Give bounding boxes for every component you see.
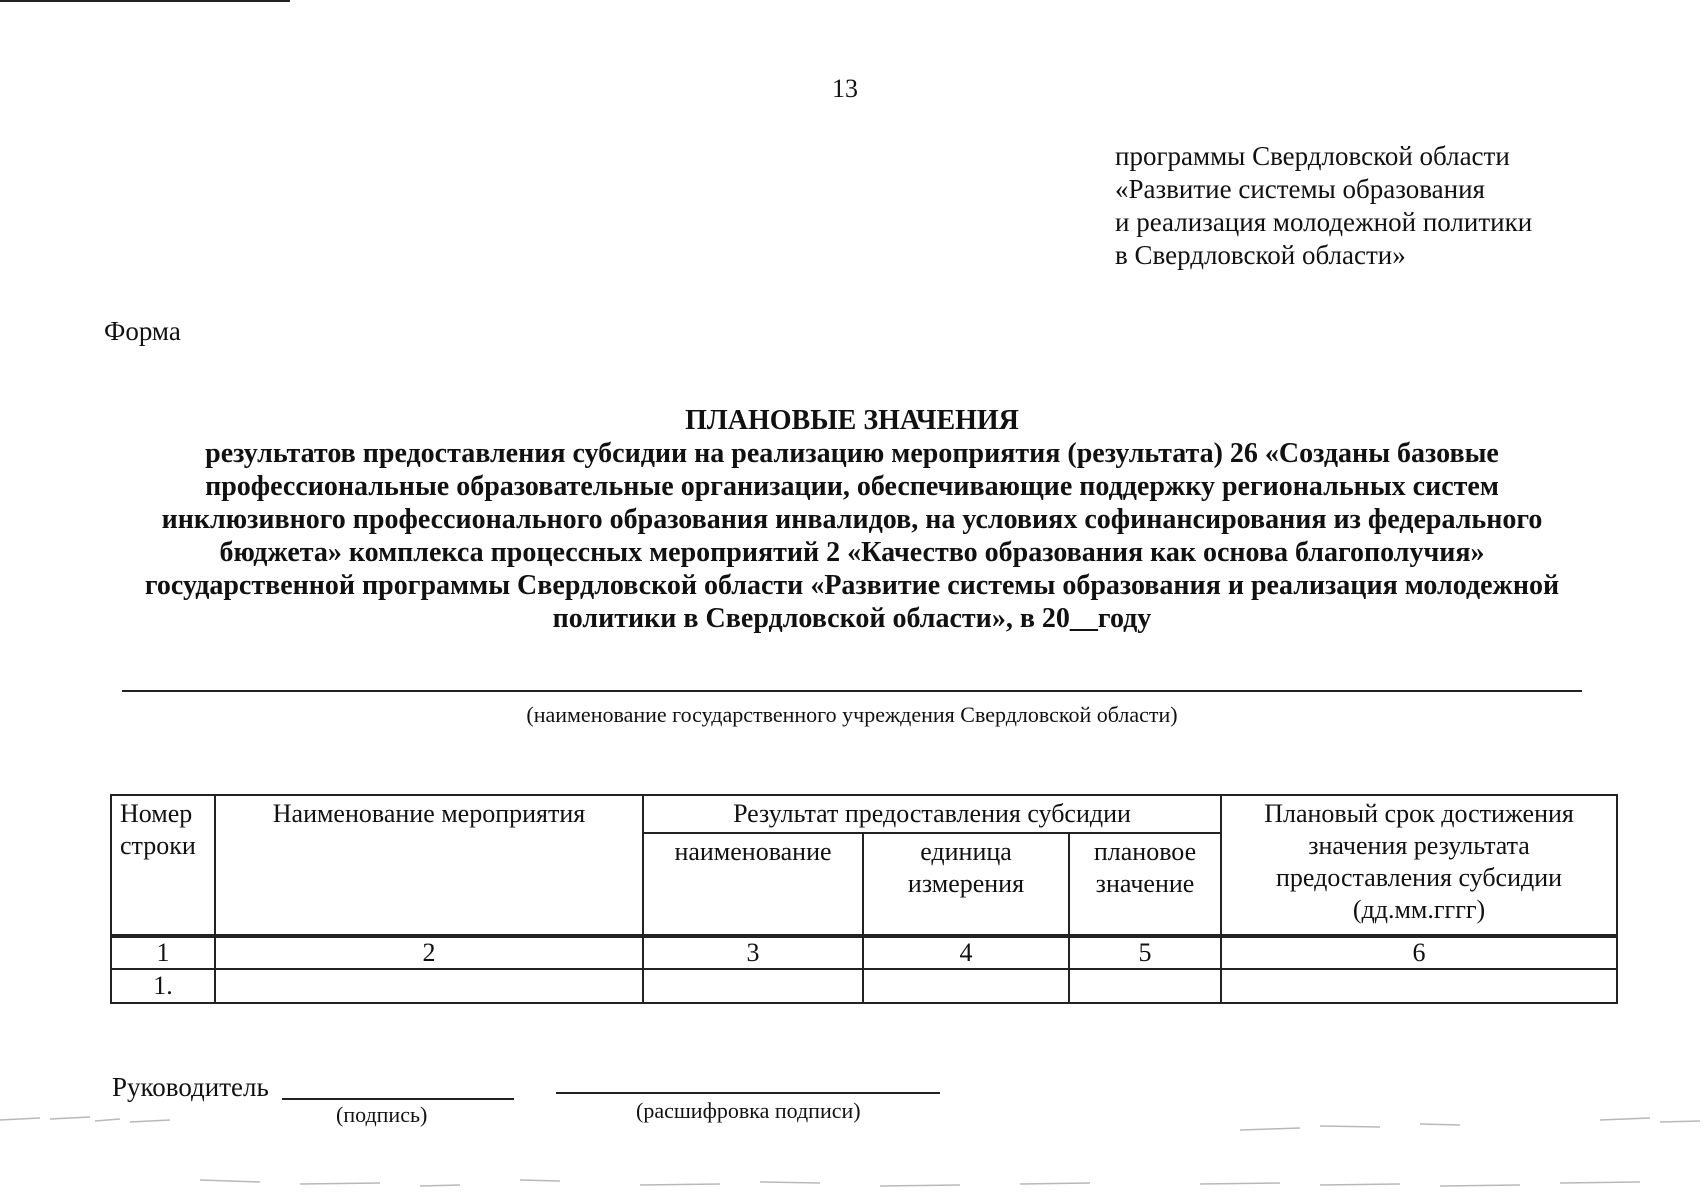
planned-values-table — [110, 794, 1618, 1004]
organization-caption: (наименование государственного учреждения Свердловской области) — [526, 702, 1178, 727]
top-rule — [0, 0, 290, 2]
title-line: результатов предоставления субсидии на реализацию мероприятия (результата) 26 «Созданы базовые — [205, 438, 1499, 469]
signature-label: Руководитель — [112, 1072, 269, 1102]
header-line: программы Свердловской области — [1115, 141, 1510, 171]
table-cell — [1221, 969, 1617, 1003]
header-line: «Развитие системы образования — [1115, 174, 1485, 204]
signature-decoding-caption: (расшифровка подписи) — [636, 1098, 861, 1123]
table-cell — [863, 969, 1069, 1003]
header-result-name: наименование — [643, 833, 863, 936]
title-line: бюджета» комплекса процессных мероприятий 2 «Качество образования как основа благополучия» — [219, 537, 1485, 568]
form-label: Форма — [104, 316, 181, 346]
signature-decoding-line — [556, 1092, 940, 1094]
table-cell — [215, 969, 643, 1003]
title-line: инклюзивного профессионального образования инвалидов, на условиях софинансирования из федерального — [161, 504, 1543, 535]
header-unit: единица измерения — [863, 833, 1069, 936]
scan-noise — [0, 1100, 1704, 1200]
title-line: политики в Свердловской области», в 20__году — [552, 603, 1152, 634]
header-result-group: Результат предоставления субсидии — [643, 795, 1221, 833]
table-cell: 4 — [863, 936, 1069, 969]
signature-caption: (подпись) — [336, 1102, 428, 1127]
title-line: профессиональные образовательные организации, обеспечивающие поддержку региональных систем — [205, 471, 1499, 502]
document-title — [100, 404, 1604, 635]
table-cell: 1 — [111, 936, 215, 969]
table-cell — [1069, 969, 1221, 1003]
page-number: 13 — [832, 74, 858, 103]
table-cell: 6 — [1221, 936, 1617, 969]
table-row — [111, 969, 1617, 1003]
header-row-number: Номер строки — [111, 795, 215, 936]
header-event-name: Наименование мероприятия — [215, 795, 643, 936]
header-block — [1115, 140, 1635, 272]
table-row — [111, 936, 1617, 969]
header-deadline: Плановый срок достижения значения результата предоставления субсидии (дд.мм.гггг) — [1221, 795, 1617, 936]
table-cell: 3 — [643, 936, 863, 969]
title-heading: ПЛАНОВЫЕ ЗНАЧЕНИЯ — [685, 405, 1019, 436]
title-line: государственной программы Свердловской области «Развитие системы образования и реализация молодежной — [144, 570, 1560, 601]
table-cell — [643, 969, 863, 1003]
header-planned-value: плановое значение — [1069, 833, 1221, 936]
table-cell: 1. — [111, 969, 215, 1003]
table-cell: 5 — [1069, 936, 1221, 969]
header-line: в Свердловской области» — [1115, 240, 1406, 270]
organization-name-line — [122, 690, 1582, 692]
header-line: и реализация молодежной политики — [1115, 207, 1533, 237]
table-cell: 2 — [215, 936, 643, 969]
